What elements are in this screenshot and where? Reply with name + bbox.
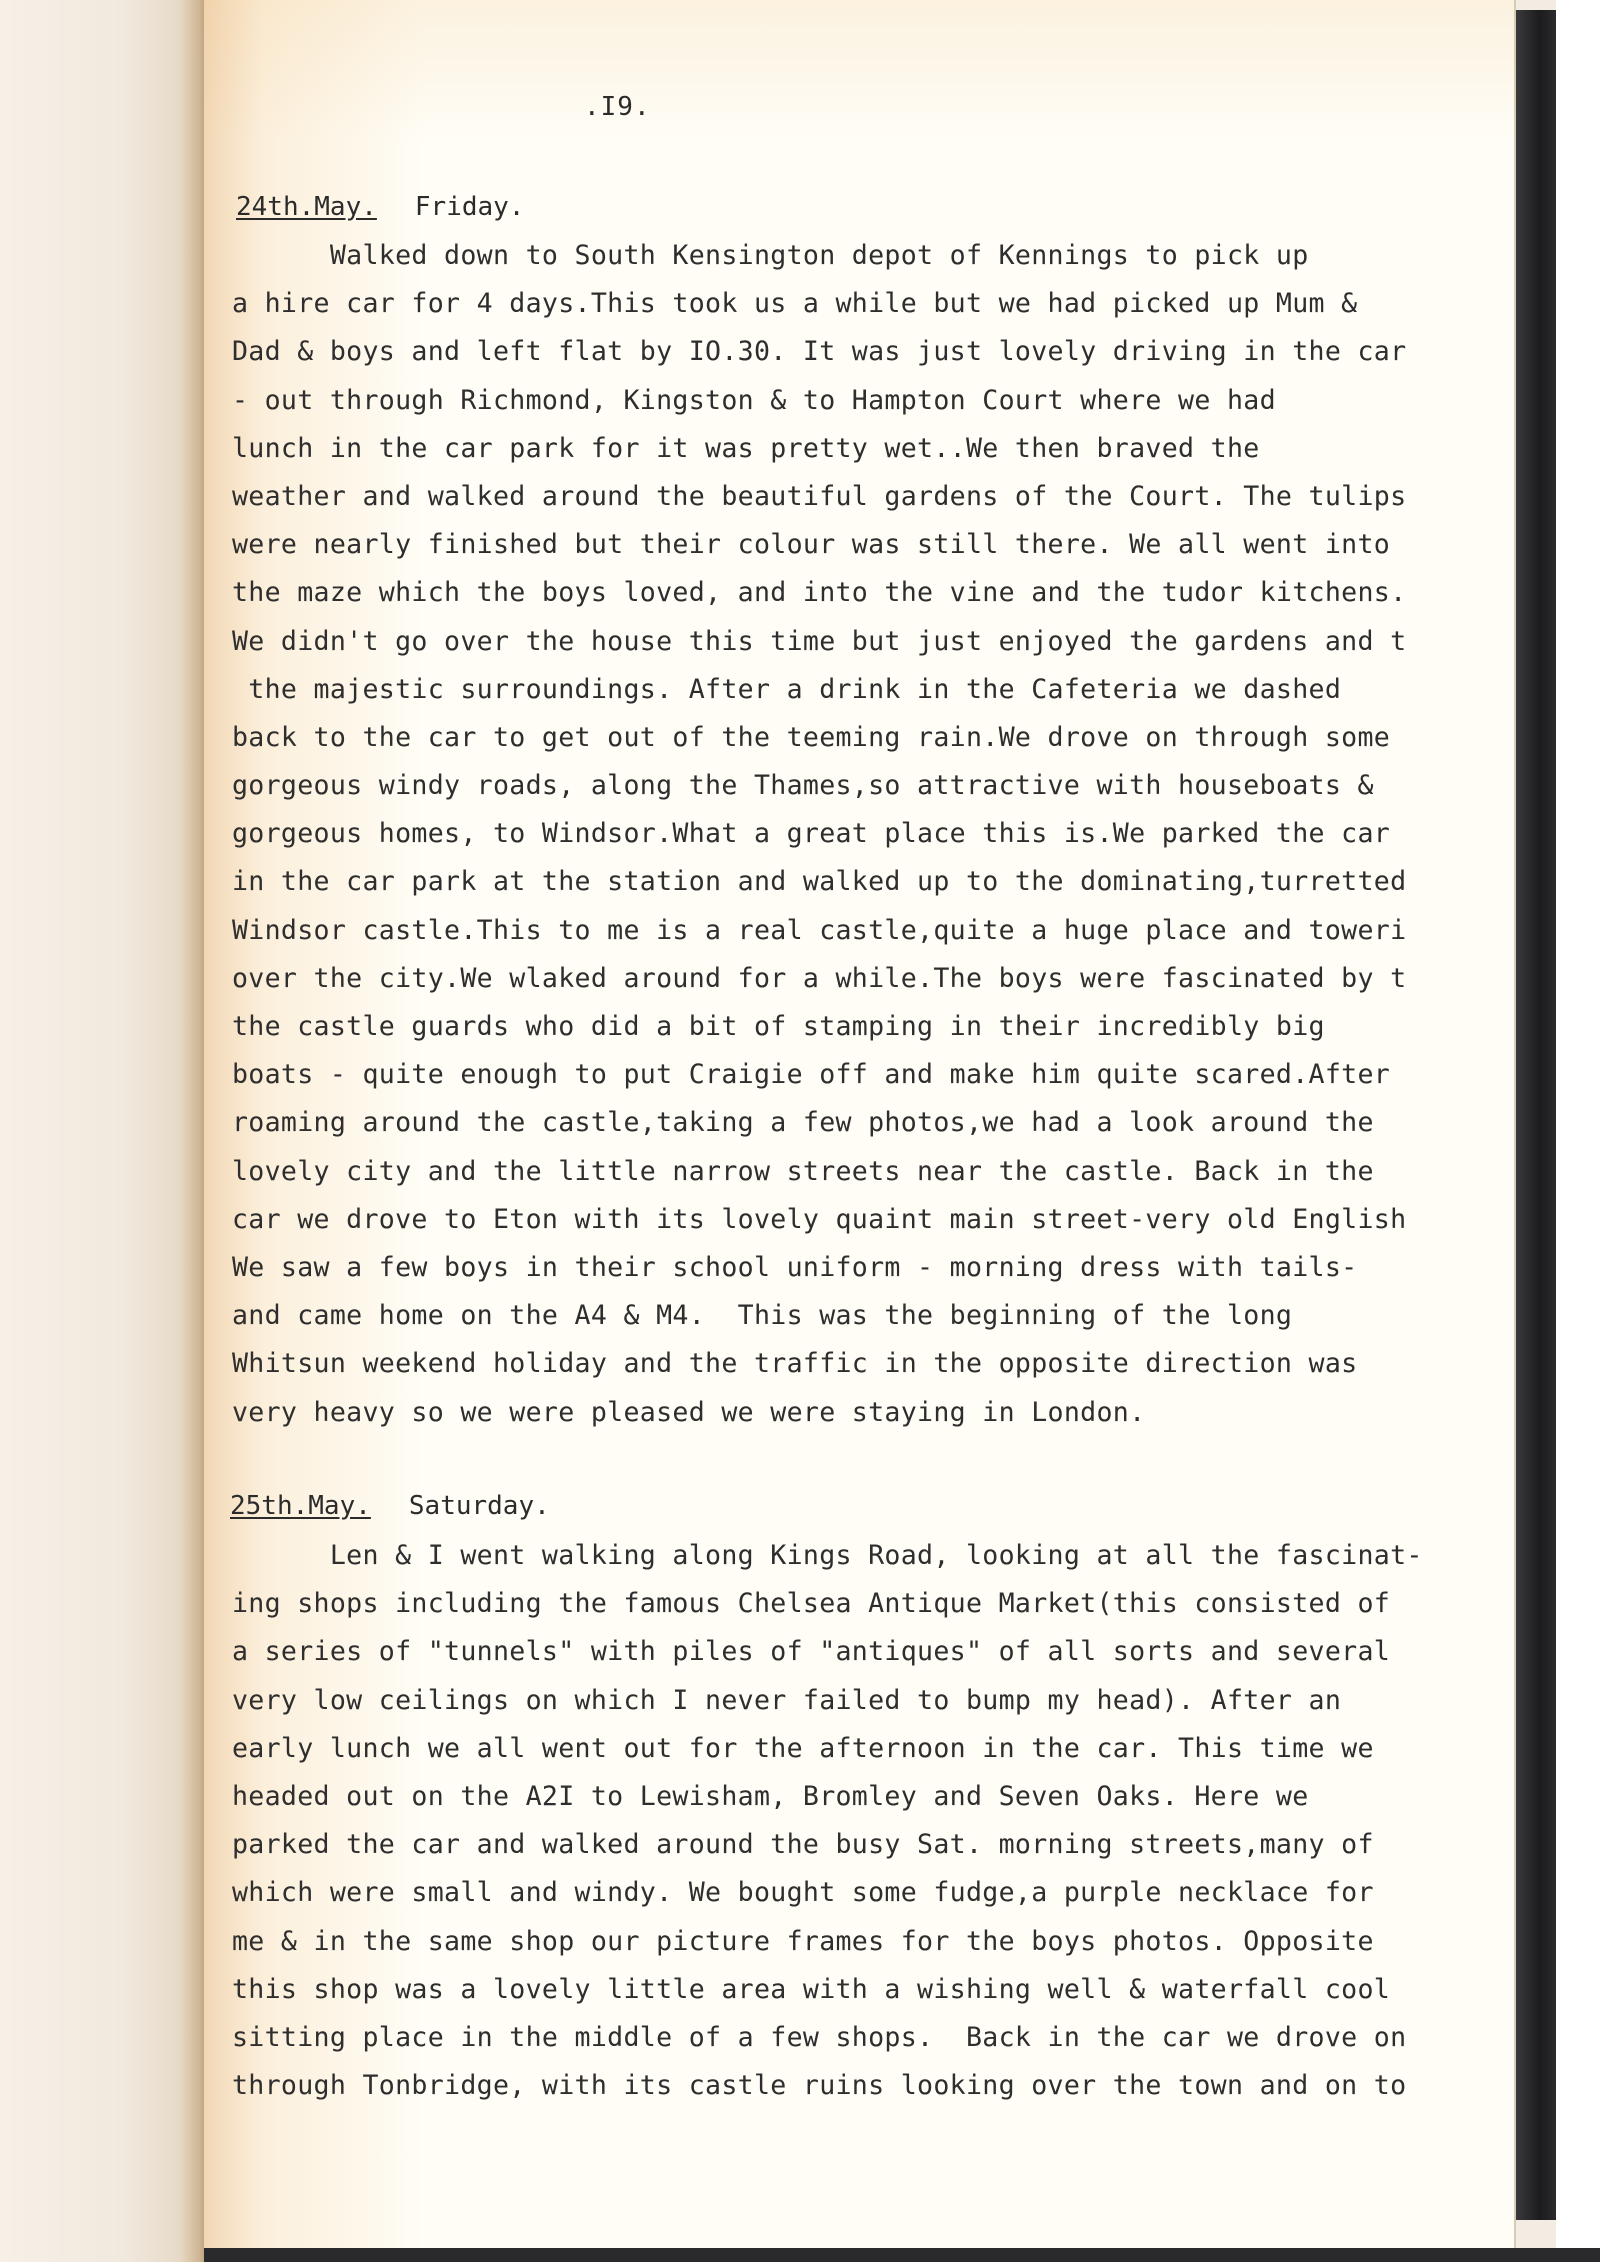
text-line: roaming around the castle,taking a few photos,we had a look around the xyxy=(232,1107,1374,1139)
text-line: very heavy so we were pleased we were staying in London. xyxy=(232,1396,1146,1428)
text-line: lovely city and the little narrow streets near the castle. Back in the xyxy=(232,1155,1374,1187)
text-line: through Tonbridge, with its castle ruins looking over the town and on to xyxy=(232,2070,1407,2102)
text-line: which were small and windy. We bought some fudge,a purple necklace for xyxy=(232,1877,1374,1909)
text-line: Whitsun weekend holiday and the traffic in the opposite direction was xyxy=(232,1348,1358,1380)
text-line: weather and walked around the beautiful gardens of the Court. The tulips xyxy=(232,480,1407,512)
text-line: boats - quite enough to put Craigie off and make him quite scared.After xyxy=(232,1059,1391,1091)
text-line: We didn't go over the house this time but just enjoyed the gardens and t xyxy=(232,625,1407,657)
text-line: Windsor castle.This to me is a real castle,quite a huge place and toweri xyxy=(232,914,1407,946)
text-line: headed out on the A2I to Lewisham, Bromley and Seven Oaks. Here we xyxy=(232,1780,1309,1812)
text-line: Walked down to South Kensington depot of Kennings to pick up xyxy=(232,240,1309,271)
entry-date: 25th.May. xyxy=(230,1491,371,1521)
scan-margin xyxy=(1556,0,1600,2262)
text-line: parked the car and walked around the busy Sat. morning streets,many of xyxy=(232,1829,1374,1861)
text-line: gorgeous homes, to Windsor.What a great place this is.We parked the car xyxy=(232,818,1391,850)
text-line: gorgeous windy roads, along the Thames,so attractive with houseboats & xyxy=(232,770,1374,802)
text-line: We saw a few boys in their school uniform - morning dress with tails- xyxy=(232,1251,1358,1283)
text-line: sitting place in the middle of a few shops. Back in the car we drove on xyxy=(232,2021,1407,2053)
page-gutter xyxy=(182,0,206,2262)
text-line: - out through Richmond, Kingston & to Hampton Court where we had xyxy=(232,384,1276,416)
page-number: .I9. xyxy=(584,92,651,122)
facing-page-edge xyxy=(0,0,205,2262)
entry-heading xyxy=(236,192,524,222)
text-line: very low ceilings on which I never failed to bump my head). After an xyxy=(232,1684,1342,1716)
text-line: a hire car for 4 days.This took us a while but we had picked up Mum & xyxy=(232,288,1358,320)
text-line: early lunch we all went out for the afternoon in the car. This time we xyxy=(232,1732,1374,1764)
text-line: a series of "tunnels" with piles of "antiques" of all sorts and several xyxy=(232,1636,1391,1668)
book-cover-edge xyxy=(1516,10,1556,2220)
text-line: the maze which the boys loved, and into the vine and the tudor kitchens. xyxy=(232,577,1407,609)
entry-body xyxy=(232,1532,1522,2110)
scan-bottom-edge xyxy=(204,2248,1600,2262)
text-line: were nearly finished but their colour was still there. We all went into xyxy=(232,529,1391,561)
entry-day: Friday. xyxy=(414,192,525,222)
text-line: in the car park at the station and walked up to the dominating,turretted xyxy=(232,866,1407,898)
text-line: ing shops including the famous Chelsea Antique Market(this consisted of xyxy=(232,1588,1391,1620)
entry-date: 24th.May. xyxy=(236,192,377,222)
entry-heading xyxy=(230,1491,550,1521)
text-line: this shop was a lovely little area with a wishing well & waterfall cool xyxy=(232,1973,1391,2005)
text-line: me & in the same shop our picture frames for the boys photos. Opposite xyxy=(232,1925,1374,1957)
text-line: car we drove to Eton with its lovely quaint main street-very old English xyxy=(232,1203,1407,1235)
text-line: back to the car to get out of the teeming rain.We drove on through some xyxy=(232,721,1391,753)
entry-day: Saturday. xyxy=(408,1491,550,1521)
text-line: Dad & boys and left flat by IO.30. It was just lovely driving in the car xyxy=(232,336,1407,368)
entry-body xyxy=(232,232,1522,1437)
text-line: lunch in the car park for it was pretty wet..We then braved the xyxy=(232,432,1260,464)
text-line: and came home on the A4 & M4. This was the beginning of the long xyxy=(232,1300,1293,1332)
text-line: Len & I went walking along Kings Road, looking at all the fascinat- xyxy=(232,1540,1423,1571)
text-line: the castle guards who did a bit of stamping in their incredibly big xyxy=(232,1011,1325,1042)
text-line: over the city.We wlaked around for a while.The boys were fascinated by t xyxy=(232,962,1407,994)
text-line: the majestic surroundings. After a drink in the Cafeteria we dashed xyxy=(232,673,1342,705)
